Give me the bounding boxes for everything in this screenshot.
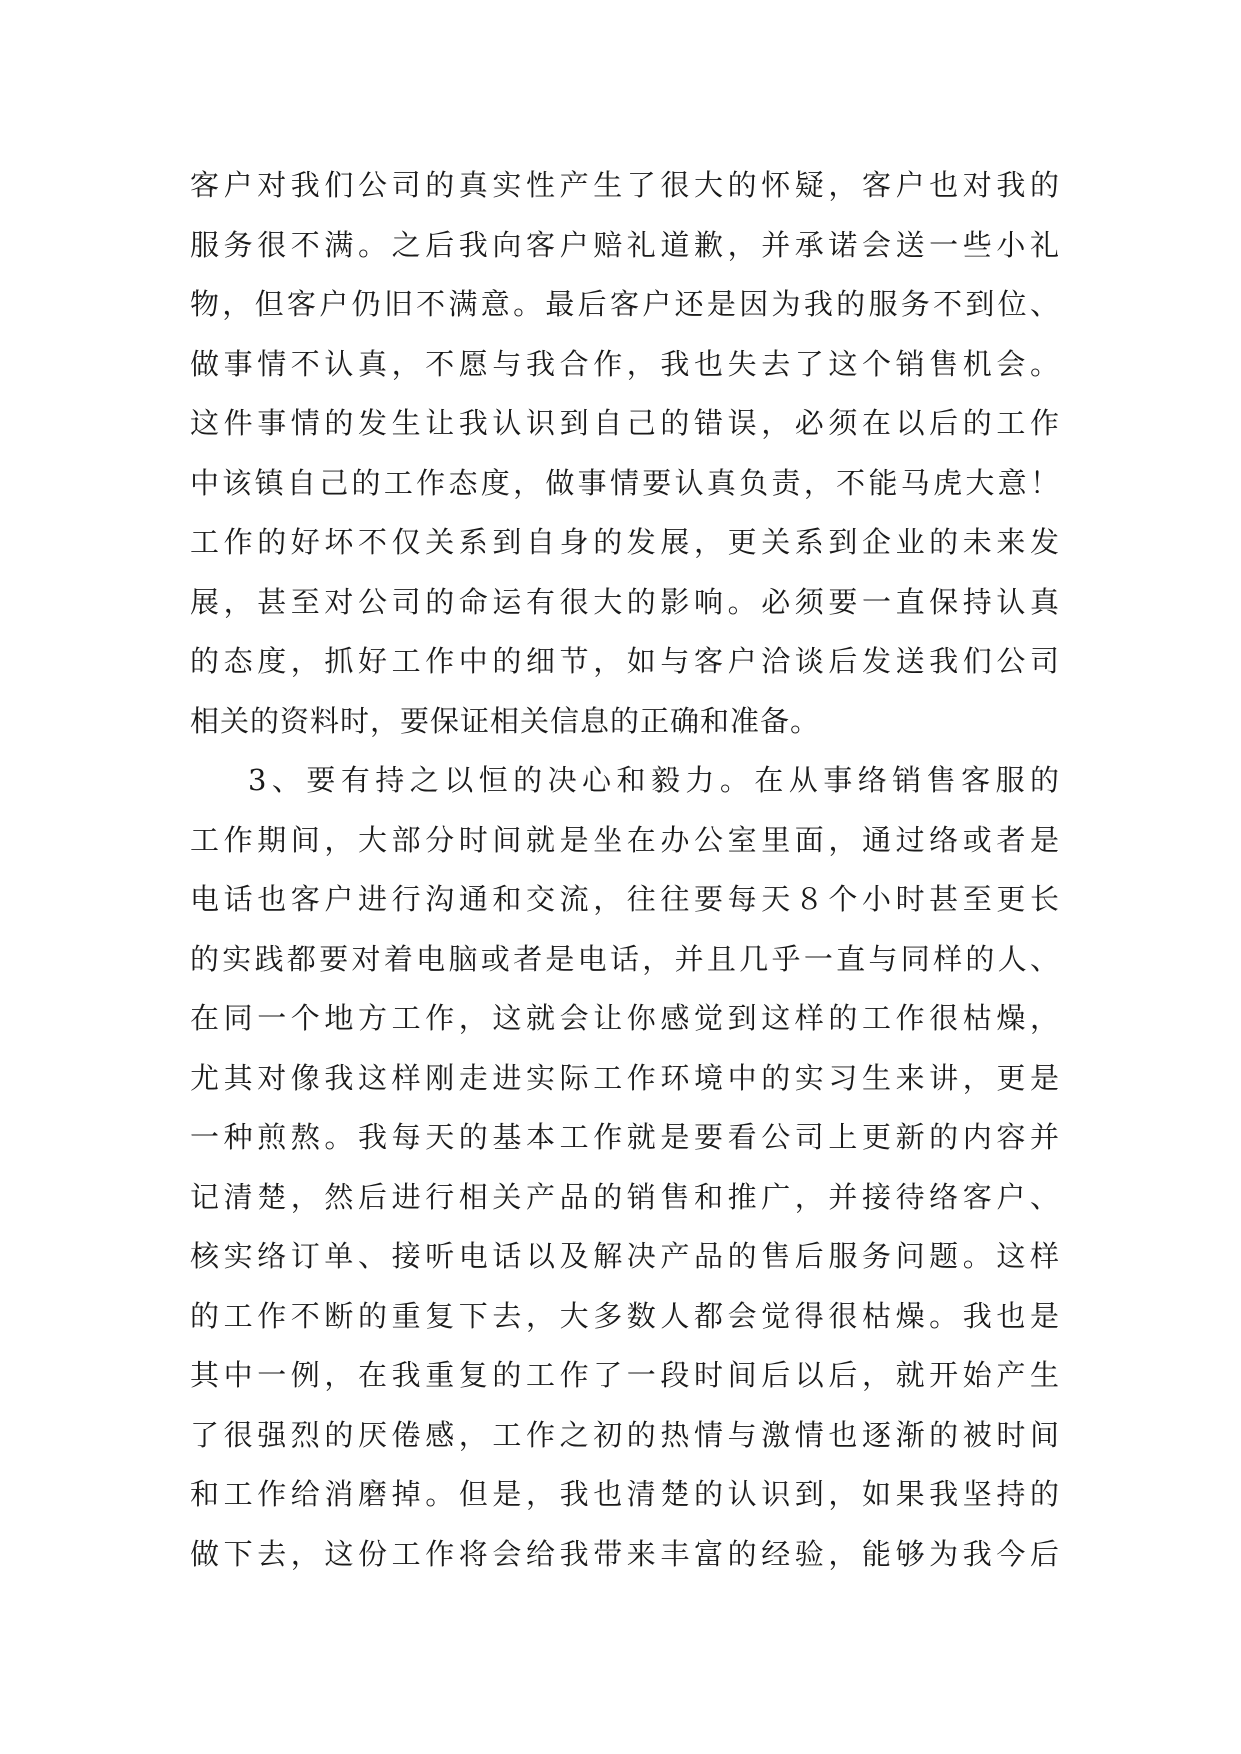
text-line-13: 电话也客户进行沟通和交流，往往要每天８个小时甚至更长 xyxy=(190,882,1060,916)
text-line-24: 做下去，这份工作将会给我带来丰富的经验，能够为我今后 xyxy=(190,1536,1060,1571)
text-line-20: 的工作不断的重复下去，大多数人都会觉得很枯燥。我也是 xyxy=(190,1298,1060,1333)
text-line-11: 3、要有持之以恒的决心和毅力。在从事络销售客服的 xyxy=(248,763,1060,797)
text-line-15: 在同一个地方工作，这就会让你感觉到这样的工作很枯燥， xyxy=(190,1001,1060,1035)
text-line-10: 相关的资料时，要保证相关信息的正确和准备。 xyxy=(190,703,821,738)
text-line-2: 服务很不满。之后我向客户赔礼道歉，并承诺会送一些小礼 xyxy=(190,227,1060,262)
text-line-21: 其中一例，在我重复的工作了一段时间后以后，就开始产生 xyxy=(190,1358,1060,1392)
text-line-18: 记清楚，然后进行相关产品的销售和推广，并接待络客户、 xyxy=(190,1179,1060,1214)
text-line-6: 中该镇自己的工作态度，做事情要认真负责，不能马虎大意！ xyxy=(190,465,1060,500)
text-line-5: 这件事情的发生让我认识到自己的错误，必须在以后的工作 xyxy=(190,406,1060,440)
text-line-3: 物，但客户仍旧不满意。最后客户还是因为我的服务不到位、 xyxy=(190,287,1060,321)
text-line-17: 一种煎熬。我每天的基本工作就是要看公司上更新的内容并 xyxy=(190,1120,1060,1154)
text-line-4: 做事情不认真，不愿与我合作，我也失去了这个销售机会。 xyxy=(190,346,1060,381)
text-line-8: 展，甚至对公司的命运有很大的影响。必须要一直保持认真 xyxy=(190,584,1060,619)
text-line-12: 工作期间，大部分时间就是坐在办公室里面，通过络或者是 xyxy=(190,822,1060,857)
text-line-14: 的实践都要对着电脑或者是电话，并且几乎一直与同样的人、 xyxy=(190,941,1060,976)
body-text xyxy=(190,156,1060,1584)
text-line-7: 工作的好坏不仅关系到自身的发展，更关系到企业的未来发 xyxy=(190,525,1060,559)
text-line-22: 了很强烈的厌倦感，工作之初的热情与激情也逐渐的被时间 xyxy=(190,1417,1060,1452)
text-line-1: 客户对我们公司的真实性产生了很大的怀疑，客户也对我的 xyxy=(190,168,1060,202)
text-line-19: 核实络订单、接听电话以及解决产品的售后服务问题。这样 xyxy=(190,1239,1060,1273)
text-line-16: 尤其对像我这样刚走进实际工作环境中的实习生来讲，更是 xyxy=(190,1060,1060,1095)
text-line-9: 的态度，抓好工作中的细节，如与客户洽谈后发送我们公司 xyxy=(190,644,1060,678)
text-line-23: 和工作给消磨掉。但是，我也清楚的认识到，如果我坚持的 xyxy=(190,1477,1060,1511)
